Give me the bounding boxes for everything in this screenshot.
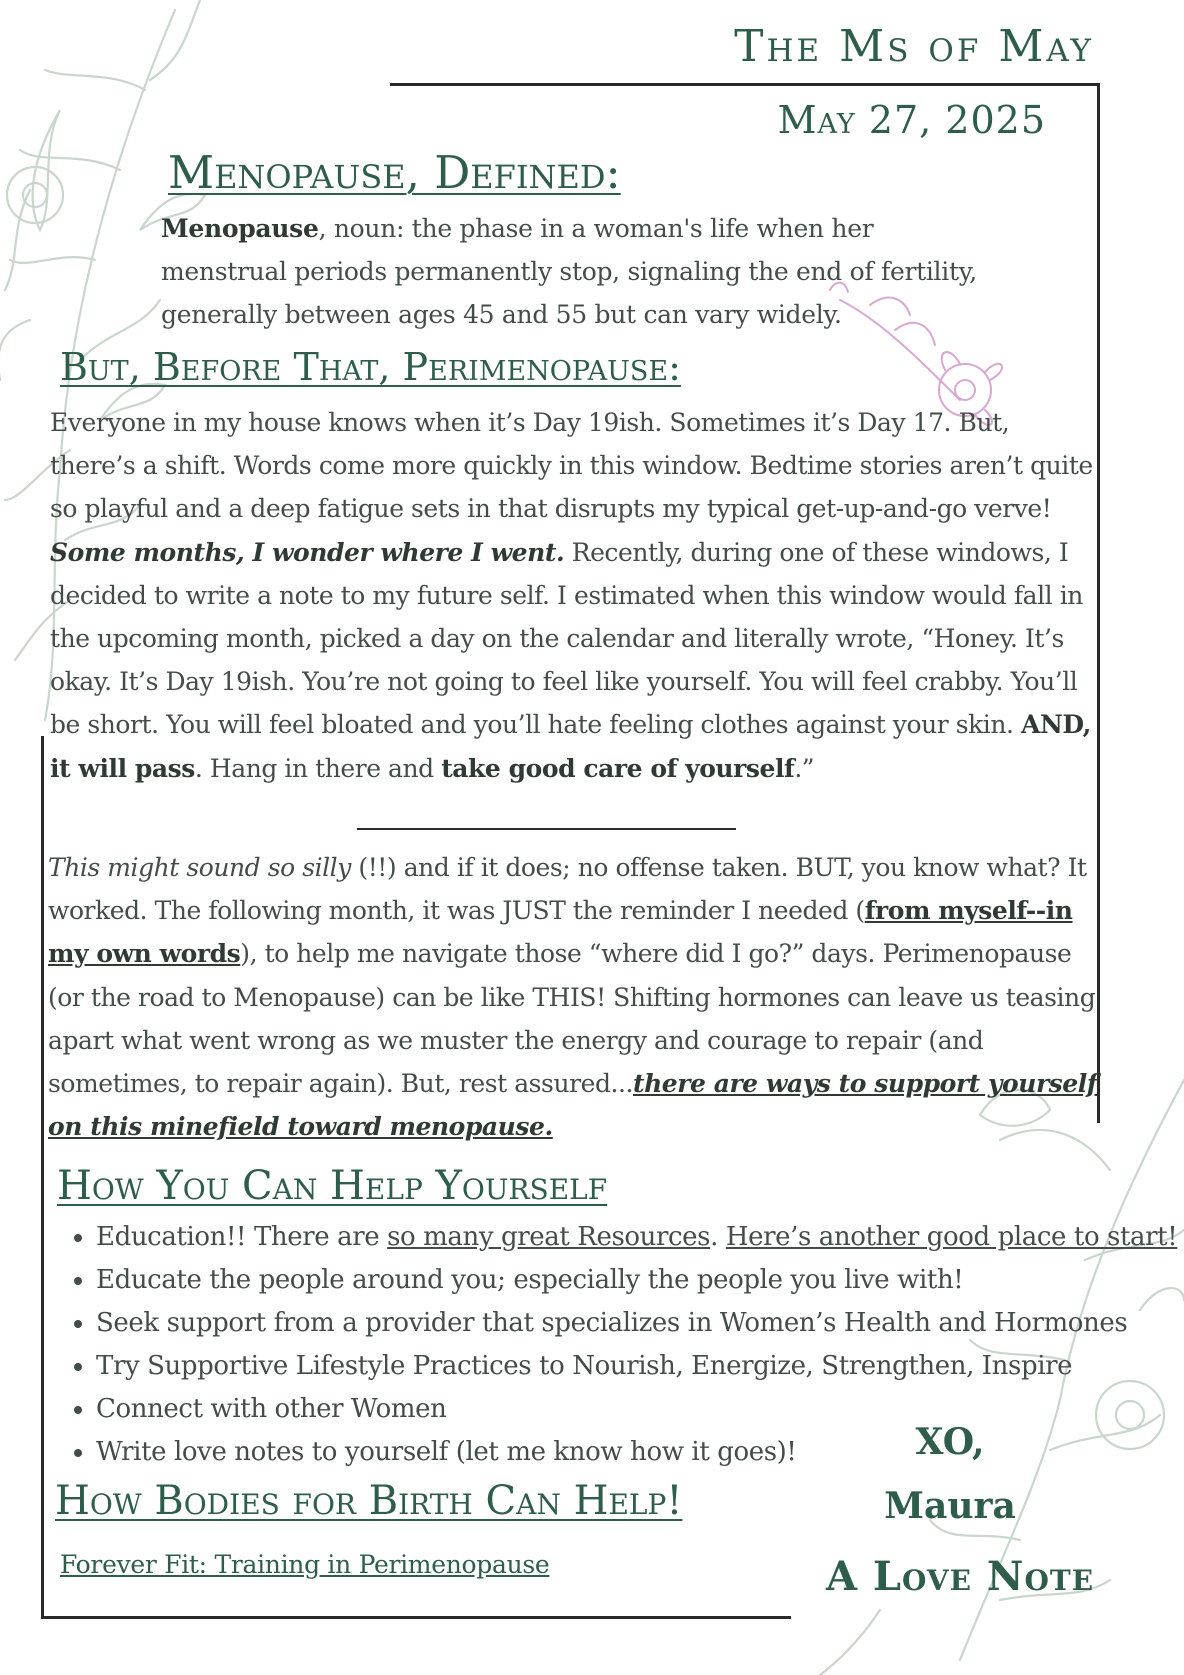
list-item: • Seek support from a provider that specializes in Women’s Health and Hormones bbox=[96, 1302, 1176, 1345]
signoff-xo: XO, bbox=[915, 1421, 985, 1463]
p2-text-a: (!!) and if it does; no offense taken. BUT, you know what? It worked. The following month, it was JUST the reminder I needed ( bbox=[48, 853, 1087, 926]
definition-text: , noun: the phase in a woman's life when her menstrual periods permanently stop, signaling the end of fertility, generally between ages 45 and 55 but can vary widely. bbox=[161, 214, 977, 329]
perimenopause-paragraph-2 bbox=[48, 846, 1098, 1148]
p1-text-c: . Hang in there and bbox=[194, 753, 442, 783]
section-heading-help-yourself: How You Can Help Yourself bbox=[57, 1163, 608, 1209]
frame-bottom-line bbox=[41, 1616, 791, 1619]
resources-link[interactable]: so many great Resources bbox=[387, 1222, 711, 1252]
signoff-tagline: A Love Note bbox=[825, 1553, 1095, 1600]
forever-fit-link[interactable]: Forever Fit: Training in Perimenopause bbox=[60, 1550, 550, 1579]
list-item: • Connect with other Women bbox=[96, 1388, 1176, 1431]
list-item-text: Education!! There are bbox=[96, 1222, 388, 1252]
list-item: • Try Supportive Lifestyle Practices to Nourish, Energize, Strengthen, Inspire bbox=[96, 1345, 1176, 1388]
list-item bbox=[96, 1216, 1176, 1259]
p1-text-end: .” bbox=[794, 753, 815, 783]
p2-text-b: ), to help me navigate those “where did I go?” days. Perimenopause (or the road to Menopause) can be like THIS! Shifting hormones can leave us teasing apart what went wrong as we muster the energy and courage to repair (and sometimes, to repair again). But, rest assured... bbox=[48, 939, 1096, 1099]
p1-bold-pass: AND, it will pass bbox=[50, 710, 1091, 783]
definition-paragraph bbox=[161, 207, 1001, 336]
list-item: • Educate the people around you; especially the people you live with! bbox=[96, 1259, 1176, 1302]
perimenopause-paragraph-1 bbox=[50, 401, 1100, 790]
section-heading-definition: Menopause, Defined: bbox=[168, 146, 621, 199]
from-myself-link[interactable]: from myself--in my own words bbox=[48, 896, 1073, 969]
support-yourself-link[interactable]: there are ways to support yourself on this minefield toward menopause. bbox=[48, 1069, 1098, 1142]
good-place-to-start-link[interactable]: Here’s another good place to start! bbox=[725, 1222, 1178, 1252]
list-item: • Write love notes to yourself (let me know how it goes)! bbox=[96, 1431, 1176, 1474]
issue-date: May 27, 2025 bbox=[777, 98, 1046, 142]
frame-left-line bbox=[41, 736, 44, 1619]
section-heading-bodies-for-birth: How Bodies for Birth Can Help! bbox=[55, 1478, 683, 1524]
divider-line bbox=[357, 828, 736, 830]
p1-text-b: Recently, during one of these windows, I decided to write a note to my future self. I estimated when this window would fall in the upcoming month, picked a day on the calendar and literally wrote, “Honey. It’s okay. It’s Day 19ish. You’re not going to feel like yourself. You will feel crabby. You’ll be short. You will feel bloated and you’ll hate feeling clothes against your skin. bbox=[50, 537, 1083, 740]
p1-text-a: Everyone in my house knows when it’s Day 19ish. Sometimes it’s Day 17. But, there’s a shift. Words come more quickly in this window. Bedtime stories aren’t quite so playful and a deep fatigue sets in that disrupts my typical get-up-and-go verve! bbox=[50, 408, 1093, 524]
section-heading-perimenopause: But, Before That, Perimenopause: bbox=[60, 345, 681, 389]
signoff-name: Maura bbox=[884, 1485, 1016, 1527]
definition-term: Menopause bbox=[161, 214, 319, 243]
newsletter-title: The Ms of May bbox=[734, 21, 1094, 72]
p1-emphasis: Some months, I wonder where I went. bbox=[50, 537, 565, 567]
p2-italic-silly: This might sound so silly bbox=[48, 853, 351, 882]
list-item-text: . bbox=[710, 1222, 726, 1252]
frame-top-line bbox=[390, 83, 1100, 86]
p1-bold-care: take good care of yourself bbox=[441, 753, 795, 783]
